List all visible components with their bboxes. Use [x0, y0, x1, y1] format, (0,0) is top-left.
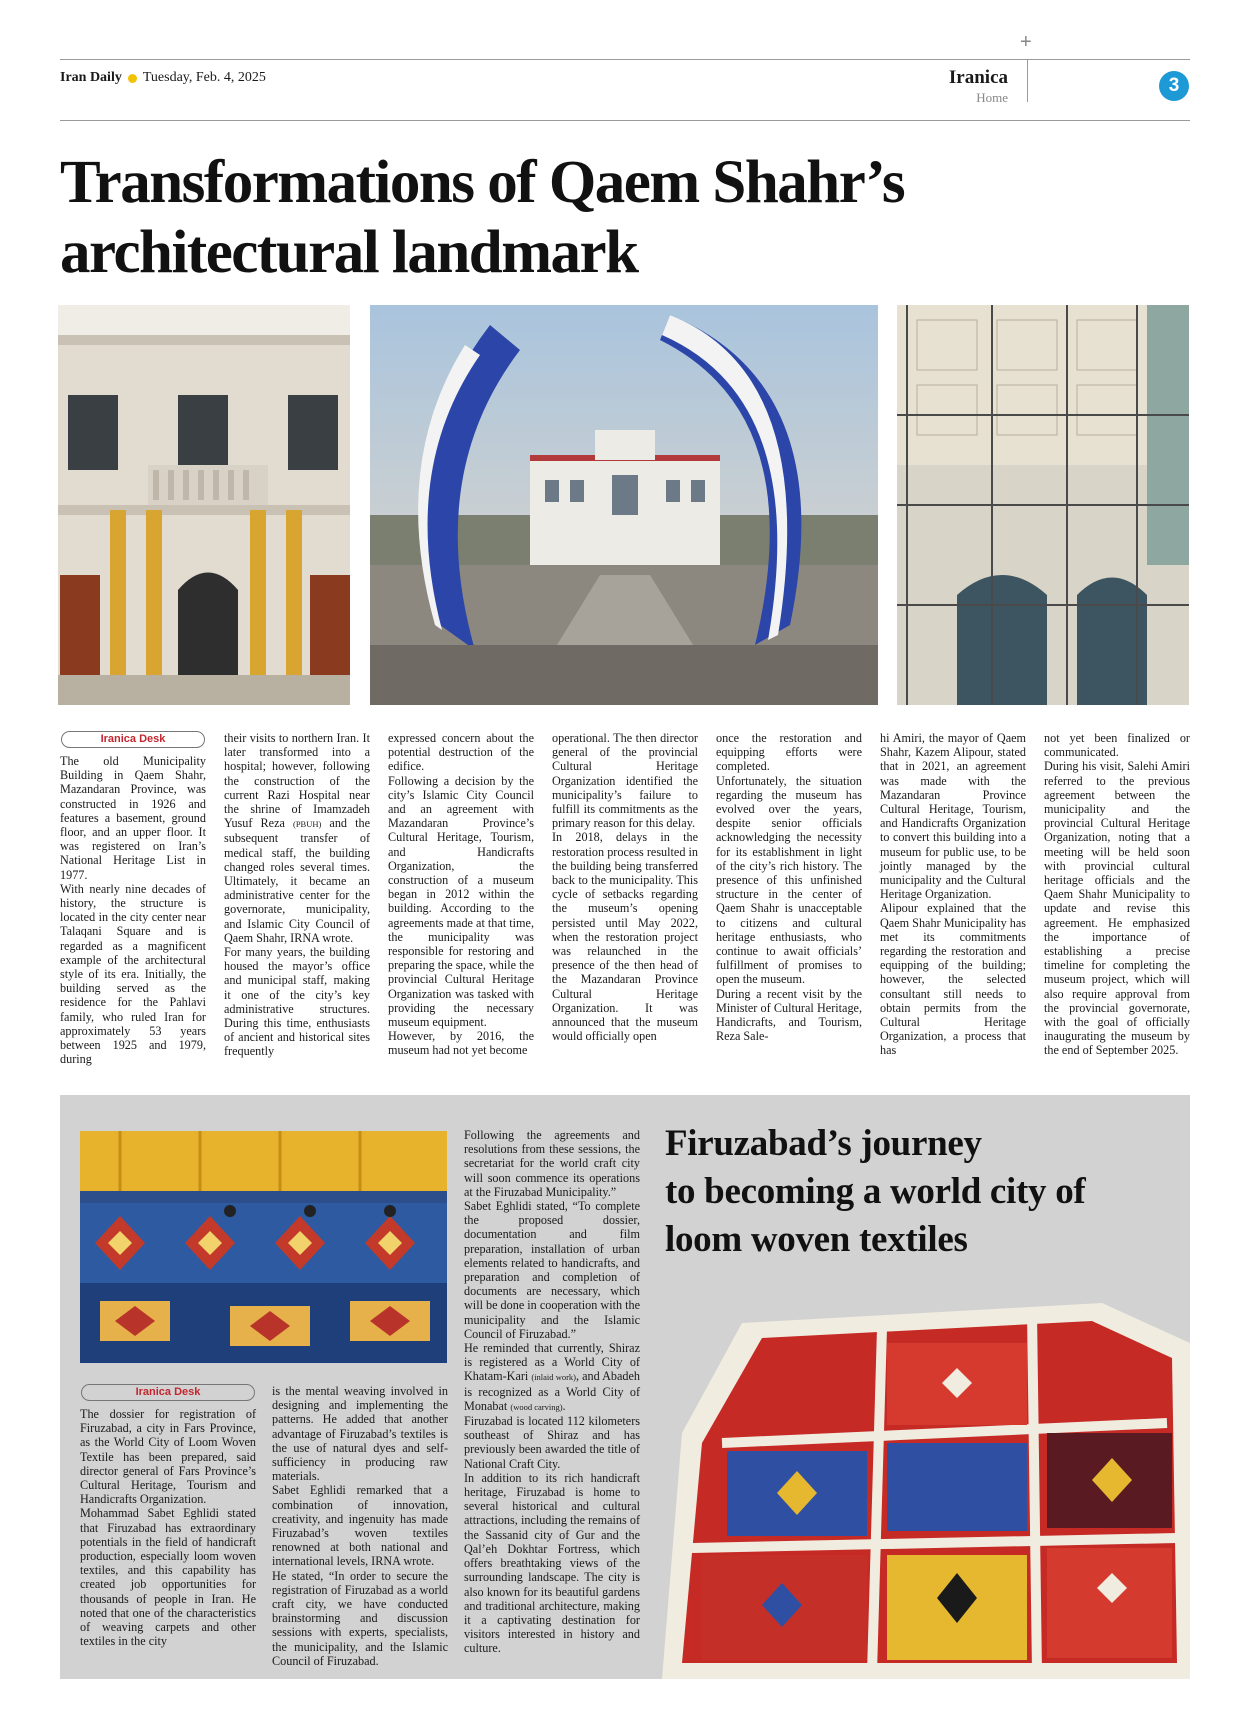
article2-headline-line3: loom woven textiles — [665, 1219, 968, 1260]
article1-headline — [60, 148, 1180, 288]
paper-name: Iran Daily — [60, 70, 122, 85]
article2-paragraph: Sabet Eghlidi stated, “To complete the proposed dossier, documentation and film preparation, installation of urban elements related to handicrafts, and preparation and completion of documents are necessary, which will be done in cooperation with the municipality and the Islamic Council of Firuzabad.” — [464, 1199, 640, 1341]
article2-paragraph: Following the agreements and resolutions from these sessions, the secretariat for the world craft city will soon commence its operations at the Firuzabad Municipality.” — [464, 1128, 640, 1199]
article1-paragraph: Alipour explained that the Qaem Shahr Municipality has met its commitments regarding the restoration and equipping of the building; however, the selected consultant still needs to obtain permits from the Cultural Heritage Organization, a process that has — [880, 901, 1026, 1058]
article2-text: , and Abadeh is recognized as a World City of Monabat — [464, 1369, 640, 1413]
article1-column-6 — [880, 731, 1026, 1058]
article1-paragraph — [224, 731, 370, 945]
article1-column-1 — [60, 731, 206, 1066]
article2-headline-line2: to becoming a world city of — [665, 1171, 1086, 1212]
article1-column-4 — [552, 731, 698, 1043]
article2-paragraph: is the mental weaving involved in designing and implementing the patterns. He added that another advantage of Firuzabad’s textiles is the use of natural dyes and self-sufficiency in producing raw materials. — [272, 1384, 448, 1484]
photo-woven-kilim — [652, 1283, 1190, 1679]
article1-text: their visits to northern Iran. It later transformed into a hospital; however, following the construction of the current Razi Hospital near the shrine of Imamzadeh Yusuf Reza — [224, 731, 370, 831]
article2-column-2 — [272, 1384, 448, 1668]
article2-headline-line1: Firuzabad’s journey — [665, 1123, 982, 1164]
article2-paragraph: Firuzabad is located 112 kilometers southeast of Shiraz and has previously been awarded the title of National Craft City. — [464, 1414, 640, 1471]
article1-paragraph: For many years, the building housed the mayor’s office and municipal staff, making it one of the city’s key administrative structures. During this time, enthusiasts of ancient and historical sites frequently — [224, 945, 370, 1059]
section-divider — [1027, 60, 1028, 102]
article1-paragraph: During a recent visit by the Minister of Cultural Heritage, Handicrafts, and Tourism, Reza Sale- — [716, 986, 862, 1044]
wood-carving-note: (wood carving) — [510, 1401, 563, 1412]
article2-paragraph: Mohammad Sabet Eghlidi stated that Firuzabad has extraordinary potentials in the field of handicraft production, especially loom woven textiles, and this capability has created job opportunities for thousands of people in Iran. He noted that one of the characteristics of weaving carpets and other textiles in the city — [80, 1506, 256, 1649]
article1-column-7 — [1044, 731, 1190, 1058]
article1-paragraph: During his visit, Salehi Amiri referred to the previous agreement between the municipality and the provincial Cultural Heritage Organization, noting that a meeting will be held soon with provincial cultural heritage officials and the Qaem Shahr Municipality to update and revise this agreement. He emphasized the importance of establishing a precise timeline for completing the museum project, which will also require approval from the provincial governorate, with the goal of officially inaugurating the museum by the end of September 2025. — [1044, 759, 1190, 1058]
article2-paragraph: The dossier for registration of Firuzabad, a city in Fars Province, as the World City of Loom Woven Textile has been prepared, said director general of Fars Province’s Cultural Heritage, Tourism and Handicrafts Organization. — [80, 1407, 256, 1507]
article1-paragraph: With nearly nine decades of history, the structure is located in the city center near Talaqani Square and is regarded as a magnificent example of the architectural style of its era. Initially, the building served as the residence for the Pahlavi family, who ruled Iran for approximately 53 years between 1925 and 1979, during — [60, 881, 206, 1067]
article1-paragraph: The old Municipality Building in Qaem Shahr, Mazandaran Province, was constructed in 1926 and features a basement, ground floor, and an upper floor. It was registered on Iran’s National Heritage List in 1977. — [60, 754, 206, 882]
article2-paragraph — [464, 1341, 640, 1414]
article2-desk-label: Iranica Desk — [81, 1384, 255, 1401]
inlaid-note: (inlaid work) — [531, 1372, 576, 1383]
page-number-badge: 3 — [1159, 71, 1189, 101]
article1-desk-label: Iranica Desk — [61, 731, 205, 748]
photo-textile-cushions — [80, 1131, 447, 1363]
article1-column-5 — [716, 731, 862, 1043]
article1-headline-line2: architectural landmark — [60, 219, 638, 286]
registration-mark: + — [1020, 31, 1032, 53]
article2-text: He reminded that currently, Shiraz is registered as a World City of Khatam-Kari — [464, 1341, 640, 1384]
article1-paragraph: not yet been finalized or communicated. — [1044, 731, 1190, 760]
masthead-dot-icon — [128, 74, 137, 83]
article2-column-1 — [80, 1384, 256, 1648]
header-top-rule — [60, 59, 1190, 60]
photo-building-facade — [58, 305, 350, 705]
article2-paragraph: In addition to its rich handicraft heritage, Firuzabad is home to several historical and cultural attractions, including the remains of the Sassanid city of Gur and the Qal’eh Dokhtar Fortress, which offers breathtaking views of the surrounding landscape. The city is also known for its beautiful gardens and traditional architecture, making it a captivating destination for visitors interested in history and culture. — [464, 1470, 640, 1656]
article1-paragraph: Unfortunately, the situation regarding the museum has evolved over the years, despite senior officials acknowledging the necessity for its establishment in light of the city’s rich history. The presence of this unfinished structure in the center of Qaem Shahr is unacceptable to citizens and cultural heritage enthusiasts, who continue to await officials’ fulfillment of promises to open the museum. — [716, 773, 862, 987]
article2-headline — [665, 1120, 1185, 1264]
article1-paragraph: However, by 2016, the museum had not yet become — [388, 1029, 534, 1058]
article1-paragraph: hi Amiri, the mayor of Qaem Shahr, Kazem Alipour, stated that in 2021, an agreement was made with the Mazandaran Province Cultural Heritage, Tourism, and Handicrafts Organization to convert this building into a museum for public use, to be jointly managed by the municipality and the Cultural Heritage Organization. — [880, 731, 1026, 902]
article1-column-3 — [388, 731, 534, 1058]
article1-paragraph: Following a decision by the city’s Islamic City Council and an agreement with Mazandaran Province’s Cultural Heritage, Tourism, and Handicrafts Organization, the construction of a museum began in 2012 within the building. According to the agreements made at that time, the municipality was responsible for restoring and preparing the space, while the provincial Cultural Heritage Organization was tasked with providing the necessary museum equipment. — [388, 773, 534, 1030]
article1-paragraph: operational. The then director general of the provincial Cultural Heritage Organization identified the municipality’s failure to fulfill its commitments as the primary reason for this delay. — [552, 731, 698, 831]
issue-date: Tuesday, Feb. 4, 2025 — [142, 70, 266, 85]
article1-headline-line1: Transformations of Qaem Shahr’s — [60, 149, 905, 216]
pbuh-note: (PBUH) — [292, 819, 322, 830]
photo-restoration-interior — [897, 305, 1189, 705]
article1-paragraph: once the restoration and equipping efforts were completed. — [716, 731, 862, 774]
article1-paragraph: In 2018, delays in the restoration process resulted in the building being transferred back to the municipality. This cycle of setbacks regarding the museum’s opening persisted until May 2022, when the restoration project was relaunched in the presence of the then head of the Mazandaran Province Cultural Heritage Organization. It was announced that the museum would officially open — [552, 830, 698, 1044]
article2-text: . — [562, 1398, 566, 1413]
article1-text: and the subsequent transfer of medical staff, the building changed roles several times. Ultimately, it became an administrative center for the governorate, municipality, and Islamic City Council of Qaem Shahr, IRNA wrote. — [224, 816, 370, 945]
masthead — [60, 70, 266, 86]
article2-paragraph: Sabet Eghlidi remarked that a combination of innovation, creativity, and ingenuity has made Firuzabad’s woven textiles renowned at both national and international levels, IRNA wrote. — [272, 1483, 448, 1569]
article1-paragraph: expressed concern about the potential destruction of the edifice. — [388, 731, 534, 774]
photo-arch-monument — [370, 305, 878, 705]
article2-column-3 — [464, 1128, 640, 1656]
header-bottom-rule — [60, 120, 1190, 121]
article1-column-2 — [224, 731, 370, 1059]
section-name: Iranica — [948, 67, 1008, 88]
article2-paragraph: He stated, “In order to secure the registration of Firuzabad as a world craft city, we have conducted brainstorming and discussion sessions with experts, specialists, the municipality, and the Islamic Council of Firuzabad. — [272, 1568, 448, 1668]
section-subtitle: Home — [976, 90, 1008, 105]
